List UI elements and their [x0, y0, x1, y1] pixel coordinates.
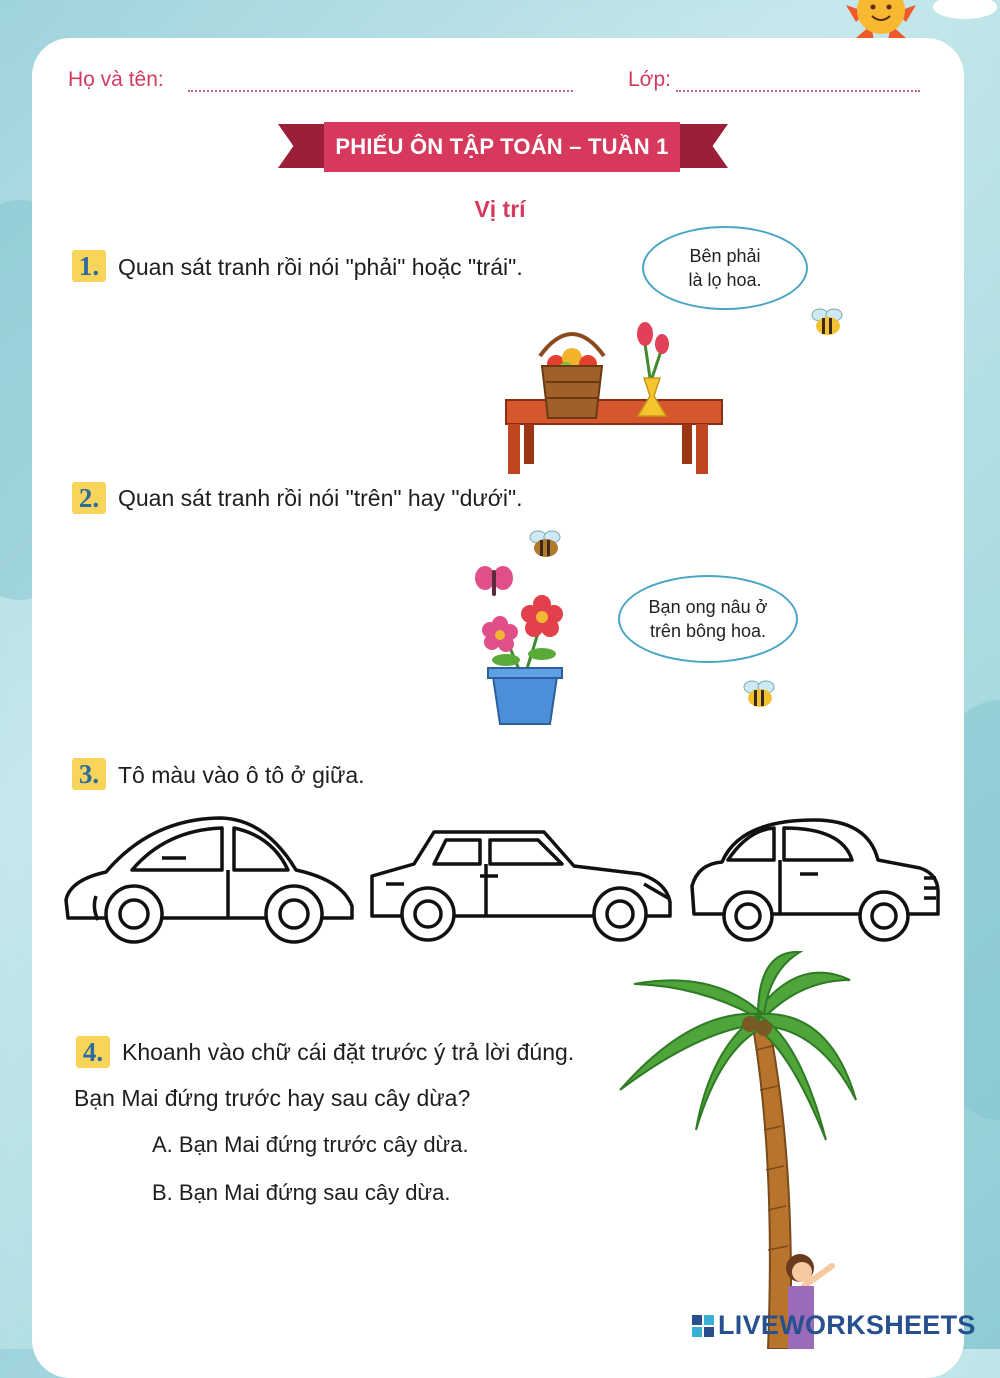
liveworksheets-logo: [692, 1310, 976, 1341]
car-right[interactable]: [688, 814, 944, 944]
name-label: Họ và tên:: [68, 68, 164, 91]
logo-mark-icon: [692, 1315, 714, 1337]
worksheet-title: PHIẾU ÔN TẬP TOÁN – TUẦN 1: [324, 122, 680, 172]
question-number: 4.: [76, 1036, 110, 1068]
class-field[interactable]: [676, 90, 920, 92]
bubble-line: Bên phải: [689, 245, 761, 266]
car-left[interactable]: [62, 814, 358, 946]
question-number: 1.: [72, 250, 106, 282]
speech-bubble: [618, 575, 798, 663]
question-number: 2.: [72, 482, 106, 514]
bubble-line: trên bông hoa.: [649, 621, 767, 641]
logo-text: LIVEWORKSHEETS: [718, 1310, 976, 1340]
bee-icon: [526, 528, 566, 562]
question-prompt: Bạn Mai đứng trước hay sau cây dừa?: [74, 1085, 471, 1111]
bubble-line: là lọ hoa.: [688, 270, 762, 290]
answer-option-b[interactable]: B. Bạn Mai đứng sau cây dừa.: [152, 1180, 451, 1205]
flower-pot: [470, 590, 580, 726]
answer-option-a[interactable]: A. Bạn Mai đứng trước cây dừa.: [152, 1132, 469, 1157]
table-with-basket-and-vase: [500, 316, 730, 476]
section-subtitle: Vị trí: [474, 196, 526, 222]
question-text: Quan sát tranh rồi nói "trên" hay "dưới".: [118, 485, 523, 511]
bubble-line: Bạn ong nâu ở: [648, 596, 768, 617]
question-number: 3.: [72, 758, 106, 790]
class-label: Lớp:: [628, 68, 671, 91]
car-middle[interactable]: [368, 826, 674, 944]
cloud-icon: [930, 0, 1000, 22]
question-text: Khoanh vào chữ cái đặt trước ý trả lời đúng.: [122, 1039, 575, 1065]
question-text: Quan sát tranh rồi nói "phải" hoặc "trái".: [118, 254, 523, 280]
speech-bubble: [642, 226, 808, 310]
question-text: Tô màu vào ô tô ở giữa.: [118, 762, 365, 788]
bee-icon: [808, 306, 848, 340]
bee-icon: [740, 678, 780, 712]
name-field[interactable]: [188, 90, 573, 92]
